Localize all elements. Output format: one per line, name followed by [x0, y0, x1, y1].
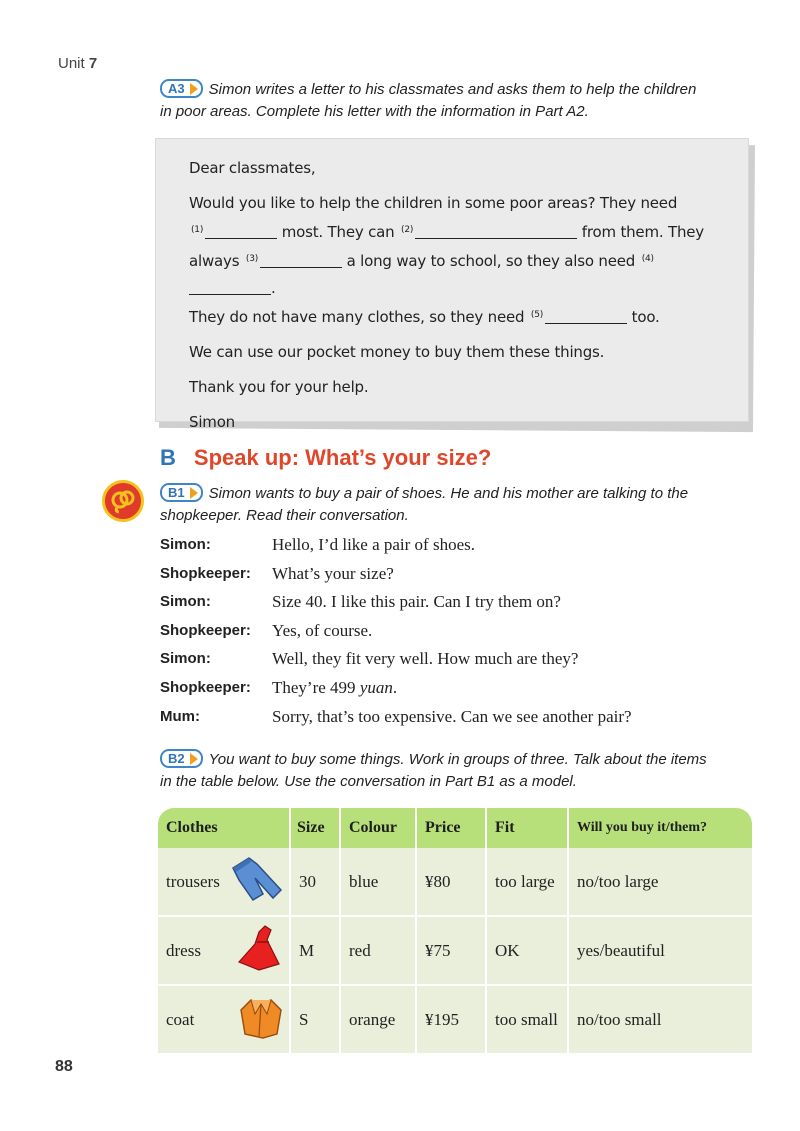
letter-greeting: Dear classmates,: [189, 159, 316, 177]
letter-line-6: Thank you for your help.: [189, 378, 369, 396]
cell-item: trousers: [158, 848, 290, 916]
b2-tag: B2: [160, 749, 203, 768]
dialog-row: Shopkeeper: What’s your size?: [160, 563, 394, 583]
dialog-row: Mum: Sorry, that’s too expensive. Can we see another pair?: [160, 706, 632, 726]
section-b-heading: B Speak up: What’s your size?: [160, 445, 492, 470]
dialog-row: Simon: Well, they fit very well. How much are they?: [160, 649, 579, 669]
play-arrow-icon: [190, 753, 198, 765]
trousers-icon: [227, 854, 285, 909]
b2-instruction: B2 You want to buy some things. Work in groups of three. Talk about the items in the table below. Use the conversation in Part B1 as a model.: [160, 751, 707, 790]
blank-2[interactable]: [415, 224, 577, 239]
a3-instruction: A3 Simon writes a letter to his classmates and asks them to help the children in poor areas. Complete his letter with the information in Part A2.: [160, 81, 697, 120]
unit-label: Unit 7: [58, 55, 98, 72]
letter-line-2: $^{(1)}$ most. They can $^{(2)}$ from them. They: [191, 223, 704, 241]
play-arrow-icon: [190, 83, 198, 95]
play-arrow-icon: [190, 487, 198, 499]
a3-tag: A3: [160, 79, 203, 98]
dialog-row: Shopkeeper: They’re 499 yuan.: [160, 677, 398, 697]
dialog-row: Simon: Size 40. I like this pair. Can I try them on?: [160, 592, 561, 612]
listening-badge-icon: [102, 480, 144, 522]
header-fit: Fit: [486, 808, 568, 848]
header-buy: Will you buy it/them?: [568, 808, 752, 848]
table-row: dress M red ¥75 OK yes/beautiful: [158, 916, 752, 985]
letter-line-1: Would you like to help the children in some poor areas? They need: [189, 194, 678, 212]
conversation: [160, 533, 760, 733]
letter-line-4: They do not have many clothes, so they need $^{(5)}$ too.: [189, 308, 660, 326]
page-number: 88: [55, 1058, 73, 1075]
dress-icon: [235, 922, 285, 979]
b1-tag: B1: [160, 483, 203, 502]
letter-line-3: always $^{(3)}$ a long way to school, so they also need $^{(4)}$.: [189, 252, 654, 297]
table-row: coat S orange ¥195 too small no/too small: [158, 985, 752, 1054]
header-clothes: Clothes: [158, 808, 290, 848]
cell-item: coat: [158, 985, 290, 1054]
table-row: trousers 30 blue ¥80 too large no/too large: [158, 848, 752, 916]
cell-item: dress: [158, 916, 290, 985]
blank-1[interactable]: [205, 224, 277, 239]
dialog-row: Simon: Hello, I’d like a pair of shoes.: [160, 535, 475, 554]
letter-signature: Simon: [189, 413, 235, 431]
dialog-row: Shopkeeper: Yes, of course.: [160, 620, 373, 640]
table-header-row: [158, 808, 752, 848]
items-table: [158, 808, 752, 1055]
blank-4[interactable]: [189, 280, 271, 295]
unit-number: 7: [88, 55, 98, 72]
header-size: Size: [290, 808, 340, 848]
header-colour: Colour: [340, 808, 416, 848]
blank-3[interactable]: [260, 253, 342, 268]
coat-icon: [237, 994, 285, 1045]
letter-line-5: We can use our pocket money to buy them these things.: [189, 343, 605, 361]
blank-5[interactable]: [545, 309, 627, 324]
b1-instruction: B1 Simon wants to buy a pair of shoes. He and his mother are talking to the shopkeeper. Read their conversation.: [160, 485, 689, 524]
header-price: Price: [416, 808, 486, 848]
letter-note: [155, 138, 749, 431]
